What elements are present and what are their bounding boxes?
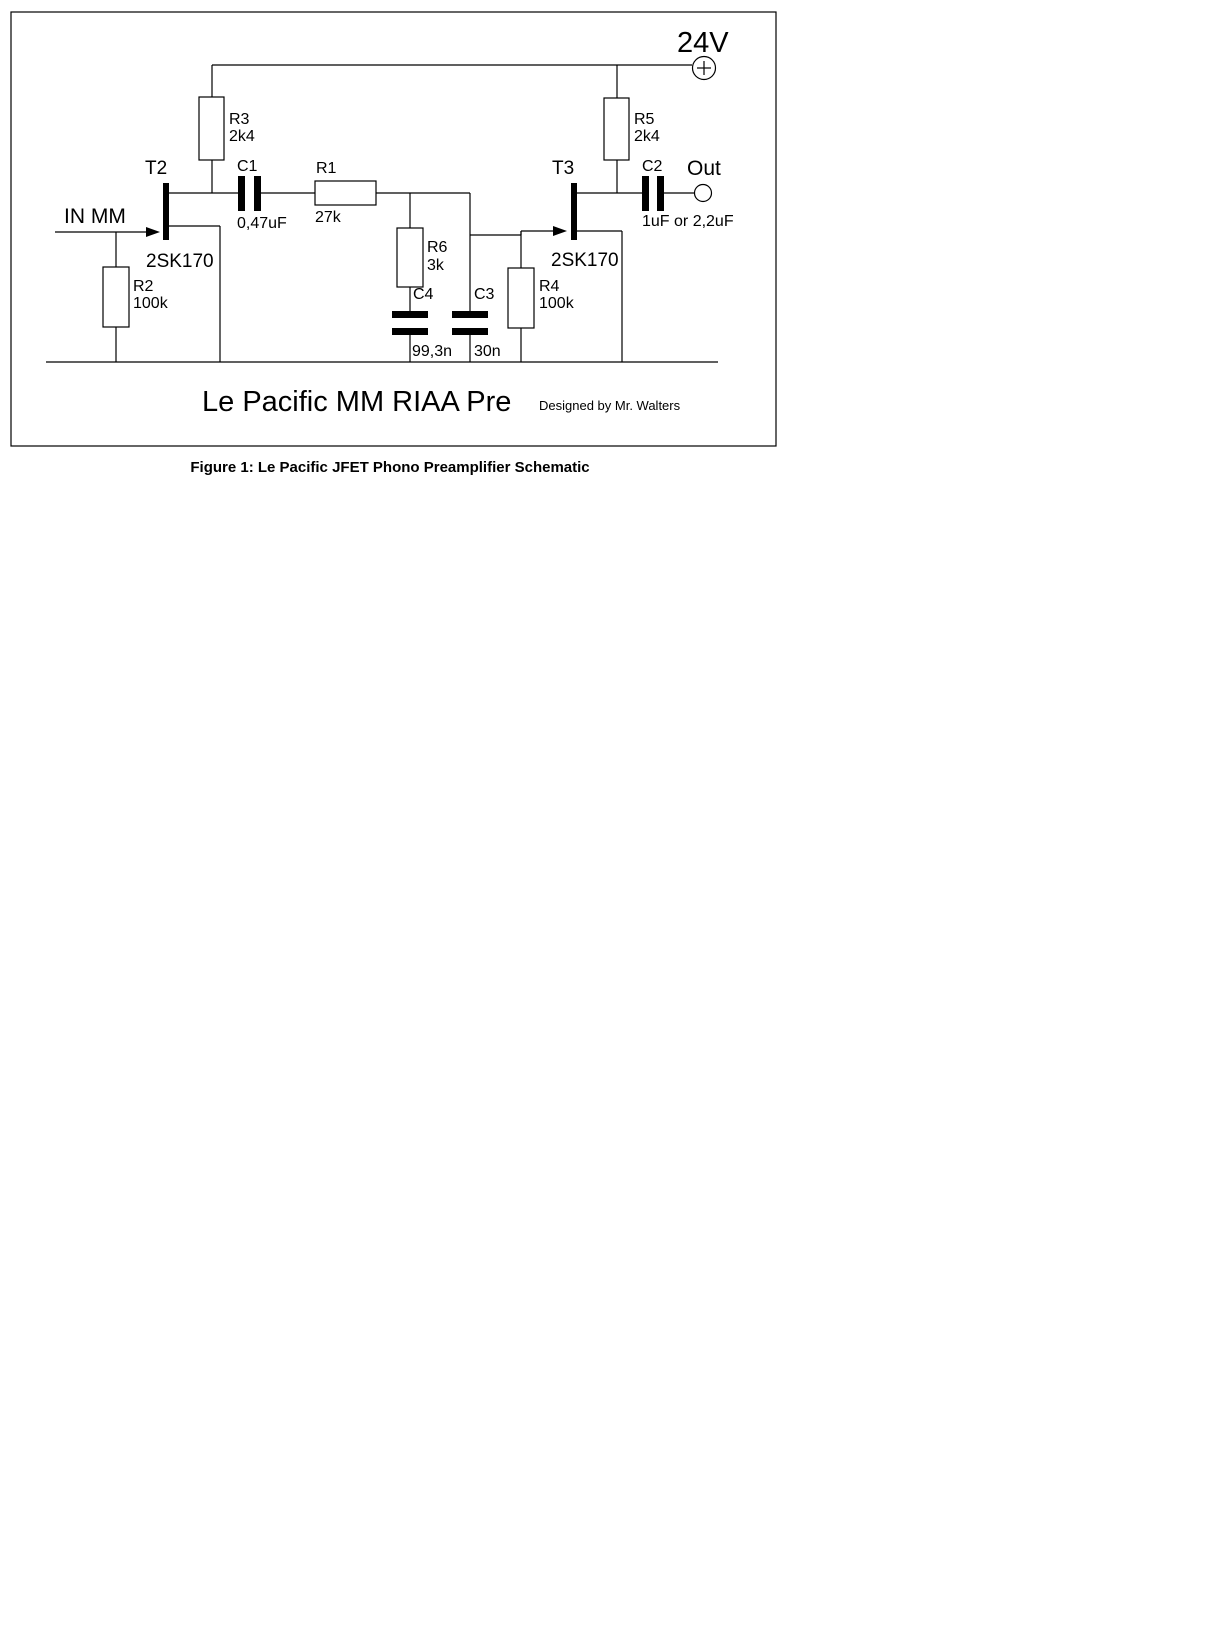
t2-ref: T2 <box>145 158 168 179</box>
r1-value: 27k <box>315 209 341 226</box>
input-label: IN MM <box>64 205 126 228</box>
r6-value: 3k <box>427 257 444 274</box>
capacitor-c1-icon <box>238 176 261 211</box>
r2-value: 100k <box>133 295 168 312</box>
resistor-r1-icon <box>315 181 376 205</box>
r5-value: 2k4 <box>634 128 660 145</box>
c3-value: 30n <box>474 343 501 360</box>
capacitor-c3-icon <box>452 311 488 335</box>
r5-ref: R5 <box>634 111 655 128</box>
diagram-title: Le Pacific MM RIAA Pre <box>202 386 512 418</box>
t3-ref: T3 <box>552 158 575 179</box>
resistor-r2-icon <box>103 267 129 327</box>
c1-ref: C1 <box>237 158 258 175</box>
resistor-r3-icon <box>199 97 224 160</box>
c1-value: 0,47uF <box>237 215 287 232</box>
c2-ref: C2 <box>642 158 663 175</box>
capacitor-c4-icon <box>392 311 428 335</box>
c4-ref: C4 <box>413 286 434 303</box>
r4-value: 100k <box>539 295 574 312</box>
r4-ref: R4 <box>539 278 560 295</box>
supply-label: 24V <box>677 27 729 59</box>
resistor-r4-icon <box>508 268 534 328</box>
supply-terminal-icon <box>693 57 716 80</box>
r3-ref: R3 <box>229 111 250 128</box>
designer-credit: Designed by Mr. Walters <box>539 398 681 413</box>
resistor-r6-icon <box>397 228 423 287</box>
c2-value: 1uF or 2,2uF <box>642 213 734 230</box>
c4-value: 99,3n <box>412 343 453 360</box>
r1-ref: R1 <box>316 160 337 177</box>
capacitor-c2-icon <box>642 176 664 211</box>
c3-ref: C3 <box>474 286 495 303</box>
output-label: Out <box>687 157 721 180</box>
schematic-diagram <box>0 0 1224 470</box>
t2-part: 2SK170 <box>146 251 214 272</box>
resistor-r5-icon <box>604 98 629 160</box>
transistor-t2-icon <box>146 183 169 240</box>
t3-part: 2SK170 <box>551 250 619 271</box>
r6-ref: R6 <box>427 239 448 256</box>
r2-ref: R2 <box>133 278 154 295</box>
figure-caption: Figure 1: Le Pacific JFET Phono Preamplifier Schematic <box>190 459 590 476</box>
output-terminal-icon <box>695 185 712 202</box>
transistor-t3-icon <box>553 183 577 240</box>
r3-value: 2k4 <box>229 128 255 145</box>
